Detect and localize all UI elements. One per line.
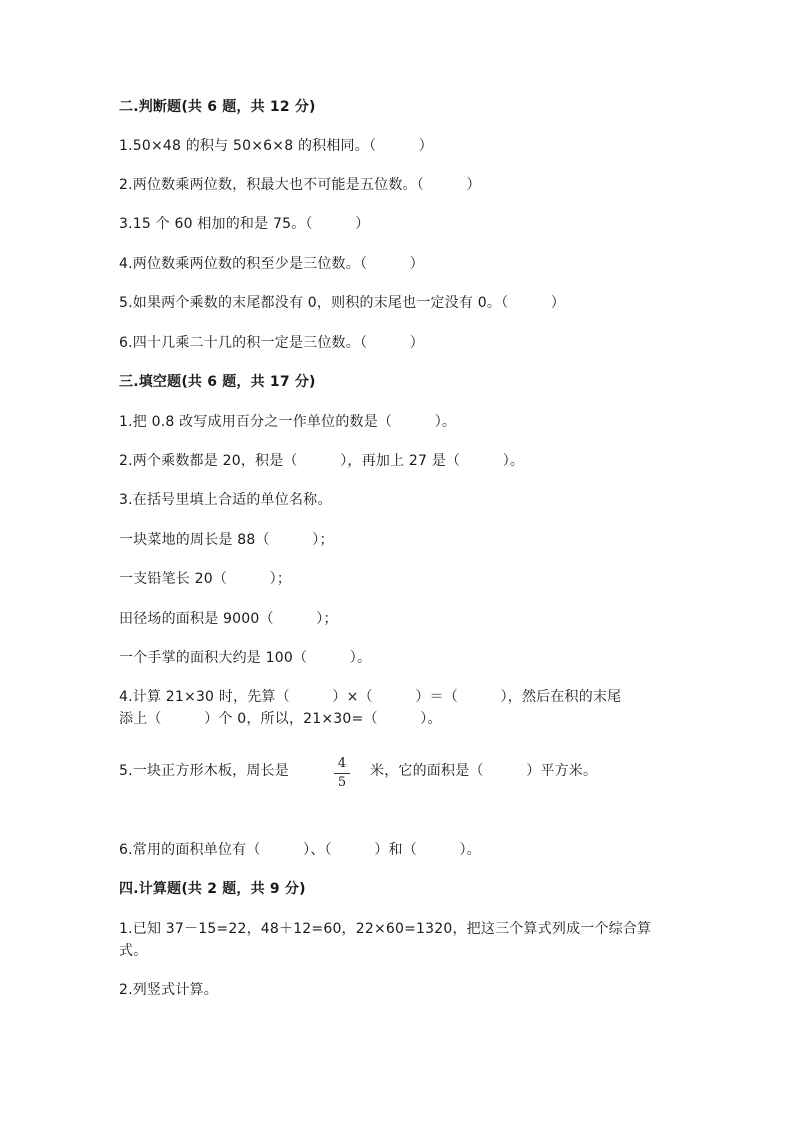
fill-item-3-line-2: 一支铅笔长 20（ ）； xyxy=(119,571,292,587)
judge-item-1: 1.50×48 的积与 50×6×8 的积相同。（ ） xyxy=(119,138,433,154)
judge-item-4: 4.两位数乘两位数的积至少是三位数。（ ） xyxy=(119,256,424,272)
fill-item-4-line-1: 4.计算 21×30 时，先算（ ）×（ ）＝（ ），然后在积的末尾 xyxy=(119,689,622,705)
fill-item-1: 1.把 0.8 改写成用百分之一作单位的数是（ ）。 xyxy=(119,414,457,430)
fill-item-3: 3.在括号里填上合适的单位名称。 xyxy=(119,492,332,508)
section-fill-title: 三.填空题(共 6 题，共 17 分) xyxy=(119,374,316,390)
fill-item-3-line-1: 一块菜地的周长是 88（ ）； xyxy=(119,532,334,548)
fill-item-3-line-4: 一个手掌的面积大约是 100（ ）。 xyxy=(119,650,372,666)
fraction-bar xyxy=(334,773,350,774)
section-calc-title: 四.计算题(共 2 题，共 9 分) xyxy=(119,881,306,897)
fill-item-5-before: 5.一块正方形木板，周长是 xyxy=(119,763,289,779)
calc-item-1-line-1: 1.已知 37－15=22，48＋12=60，22×60=1320，把这三个算式列成一个综合算 xyxy=(119,921,652,937)
fraction-denominator: 5 xyxy=(337,775,347,790)
calc-item-1-line-2: 式。 xyxy=(119,943,148,959)
section-judge-title: 二.判断题(共 6 题，共 12 分) xyxy=(119,99,316,115)
judge-item-6: 6.四十几乘二十几的积一定是三位数。（ ） xyxy=(119,335,424,351)
fraction xyxy=(334,757,350,790)
calc-item-2: 2.列竖式计算。 xyxy=(119,982,218,998)
fraction-numerator: 4 xyxy=(337,756,347,771)
fill-item-5-after: 米，它的面积是（ ）平方米。 xyxy=(370,763,598,779)
fill-item-4-line-2: 添上（ ）个 0，所以，21×30=（ ）。 xyxy=(119,711,442,727)
judge-item-3: 3.15 个 60 相加的和是 75。（ ） xyxy=(119,216,370,232)
fill-item-2: 2.两个乘数都是 20，积是（ ），再加上 27 是（ ）。 xyxy=(119,453,525,469)
fill-item-3-line-3: 田径场的面积是 9000（ ）； xyxy=(119,611,338,627)
judge-item-5: 5.如果两个乘数的末尾都没有 0，则积的末尾也一定没有 0。（ ） xyxy=(119,295,566,311)
judge-item-2: 2.两位数乘两位数，积最大也不可能是五位数。（ ） xyxy=(119,177,481,193)
fill-item-6: 6.常用的面积单位有（ ）、（ ）和（ ）。 xyxy=(119,842,481,858)
